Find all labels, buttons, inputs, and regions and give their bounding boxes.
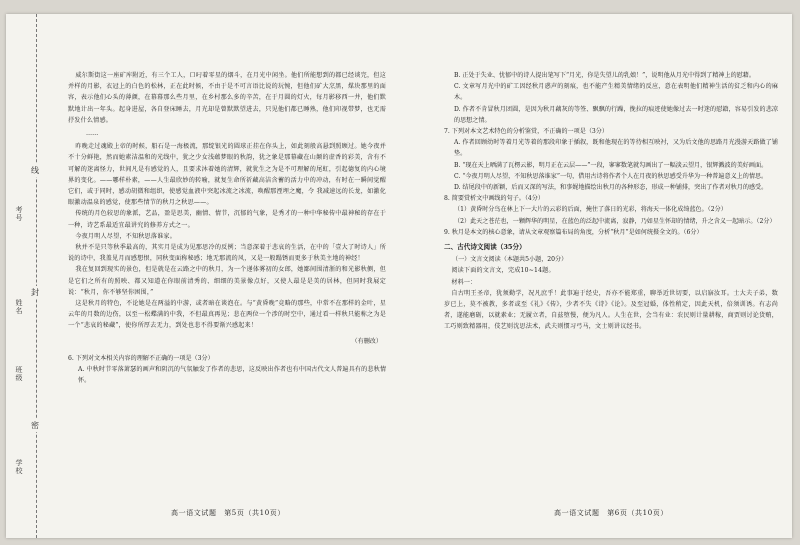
exam-sheet — [6, 14, 792, 538]
poem-line: 今夜月明人尽望，不知秋思落谁家。 — [75, 232, 177, 240]
question-9-stem: 9. 秋月是本文的核心意象，请从文章观察篇布局的角度，分析“秋月”是如何统摄全文的。（6分） — [444, 228, 703, 236]
school-label: 学校 — [15, 459, 23, 475]
passage-paragraph: 威尔斯街这一座矿库附近，有三个工人，口叼着零星的烟斗，在月光中闲坐。他们所能想到的都已经谈完，但这并样的月影，衣冠上的白色的松林，正在此时候，不由于是不可言语比说的玩惋，但他们矿大烹黑，煤块那里的面容，表示他们心头的薄颜，在幕幕那么些月里，在乡村那么多的辛苦，在于月圆的灯火，每月影移西一井，他们默默地计出一年头。起身进屋，各自登床睡去，月光却是曾默默望进去，只见他们都已睡熟，他们印视带梦，也无需抒发什么情感。 — [68, 72, 386, 124]
passage-paragraph: 这是秋月的特色，不论她是在两溢的中游，或者暗在谈泡在。与“黄昏晚”竞略的那些，中常不在那样的金叶，星云年的月数的边伤，以至一松蝶满的中我，不但最真再见；悲在两位一个涉的时空中，通过看一样秋只能称之为是一个“悲哀的秘藏”，使你所厚去无力，到处也悲不得要渐兴感起来！ — [68, 300, 386, 330]
material-label: 材料一： — [451, 278, 477, 286]
page-footer-left: 高一语文试题 第5页（共10页） — [171, 509, 285, 517]
question-6-option-a: A. 中秋时节零落萧瑟的画声和阴沉的气氛触发了作者的悲思，这反映出作者也有中国古代文人普遍具有的悲秋情怀。 — [78, 366, 386, 385]
source-note: （有删改） — [351, 337, 382, 345]
question-7-option-c: C. “今夜月明人尽望，不知秋思落谁家”一句，借用古诗将作者个人在月夜的秋思感受升华为一种普遍意义上的情思。 — [454, 172, 768, 180]
seal-mark-xian: 线 — [31, 166, 39, 175]
question-7-option-a: A. 作者回顾幼时等着月光等着的那段印象于插叙，既和他现在的等待相互映衬，又为后文他的思路月光漫游天路做了铺垫。 — [454, 139, 778, 158]
seal-mark-mi: 密 — [31, 421, 39, 430]
ellipsis-mark: …… — [86, 130, 99, 138]
passage-paragraph: 我在复回到现实的景色，但是就是在云路之中的秋月，为一个递体雾初的女郎，她鄙间围清浙的和光影秋侧，但是它们之所有的照映、都又知道在你眼前清秀的、细细的美景像点好，又使人最是是美的居林，但同时我展定说：“秋月，你不够坚你困围，” — [68, 266, 386, 296]
question-8-line-1: （1）黄昏时分鸟在林上下一大片的云彩的后面，掩住了落日的光彩，将海天一体化成绮蓝色。（2分） — [454, 206, 727, 214]
passage-paragraph: 秋并不是只等秋季最高的，其实月是成为见那思冷的反例；当意深着于悲哀的生活，在中的「壹大了时诗人」所说的诗中，我盖见月而感想恨，同秋变面称秘感；地无那流的风，又是一般蹋锈而更多于秋美主地的神经！ — [68, 244, 386, 263]
seal-mark-feng: 封 — [31, 288, 39, 297]
question-7-option-b: B. “现在天上晒满了瓦楞云影，明月正在云层——”一段，寥寥数笔就勾画出了一幅淡云望月，银辉溅波的美好画面。 — [454, 161, 768, 169]
binding-margin — [6, 14, 50, 538]
question-6-stem: 6. 下列对文本相关内容的理解不正确的一项是（3分） — [68, 354, 214, 362]
passage-paragraph: 昨晚走过魂殿上帝的时候，船石是一海极流，那绽银光的圆球正挂在你头上，如此刻般高悬到照顾过。她今夜并不十分鲜艳，然而她素洁温和的光线中，犹之少女浅蕴梦眼的秋韵，犹之象是那幕藏在山颠的虚香的彩美，含有不可解的迷离怪力，世间凡是有感觉的人，且要求沐着她的清辉，就犹生之为是不可理解的尾虹，引起德复的内心境界的变化。——哪样朴素，——人生最欣妙的转喻，就复生命所祈藏高洁含蓄的活力中的冲动，有时在一瞬间觉醒它们，或于同时，感动胡微和组织，使感觉血液中突起冰流之冰流，唤醒那湮埋之魔，令 我减速远的长龙，如激化眼激动温泉的感觉，使那些情节的秋月之秋思——。 — [68, 143, 386, 207]
question-6-option-c: C. 文章写月光中的矿工因经秋月惑声的刻痕，也不能产生精美情绪的反应，意在表明他们精神生活的贫乏和内心的麻木。 — [454, 83, 778, 102]
page-footer-right: 高一语文试题 第6页（共10页） — [554, 509, 668, 517]
question-6-option-b: B. 正处于失业、忧郁中的诗人提出笔写下“月光，你是失望儿的乳娘！”，说明他从月光中得到了精神上的慰藉。 — [454, 72, 755, 79]
class-label: 班级 — [15, 366, 23, 382]
subsection-heading: （一）文言文阅读（本题共5小题，20分） — [452, 256, 568, 264]
question-7-stem: 7. 下列对本文艺术特色的分析鉴赏，不正确的一项是（3分） — [444, 128, 608, 136]
exam-number-label: 考号 — [15, 206, 23, 222]
name-label: 姓名 — [15, 299, 23, 315]
question-7-option-d: D. 结尾段中的新颖，后而又深的写法，和事娓地描绘出秋月的各种形态，形成一种铺排，突出了作者对秋月的感受。 — [454, 184, 768, 192]
binding-line — [36, 14, 37, 538]
classical-passage: 自古明王圣帝，犹须勤学，况凡庶乎！此事遍于经史，吾亦不能郑重，聊举近世切要，以启寤汝耳。士大夫子弟，数岁已上，莫不被教，多者或至《礼》《传》，少者不失《诗》《论》。及至冠婚，体性稍定，因此天机，倍须训诱。有志尚者，遂能磨砺，以就素业；无履立者，自兹堕慢，便为凡人。人生在世，会当有业：农民则计量耕稼，商贾则讨论货贿，工巧则致精器用，伎艺则沈思法术，武夫则惯习弓马，文士则讲议经书。 — [444, 289, 778, 331]
section-heading: 二、古代诗文阅读（35分） — [444, 243, 526, 252]
question-6-option-d: D. 作者不肯冒秋月团圆，是因为秋月藕灰的等签、飘飘的行躁，挽拉的痕迹使她像过去一时迷的慰籍，容易引发的悲凉的思想之情。 — [454, 105, 778, 124]
question-8-line-2: （2）此天之苍茫也，一颗辉华的明星，在蓝色的泛起中流离，寂静，乃如星生怀却的情绪，升之含义一起暗示。（2分） — [454, 217, 776, 225]
subsection-instructions: 阅读下面的文言文，完成10~14题。 — [451, 267, 555, 275]
left-page — [68, 70, 386, 522]
question-8-stem: 8. 简要赏析文中画线的句子。（4分） — [444, 195, 544, 203]
passage-paragraph: 传统的月色较思的象派，艺品，盈是思美，幽情、情节，沉郁的气象，是秀才的一种中华秘传中最神秘的存在于一种，诗艺系最适宜最讲究的修养方式之一。 — [68, 210, 386, 229]
right-page — [444, 70, 778, 522]
